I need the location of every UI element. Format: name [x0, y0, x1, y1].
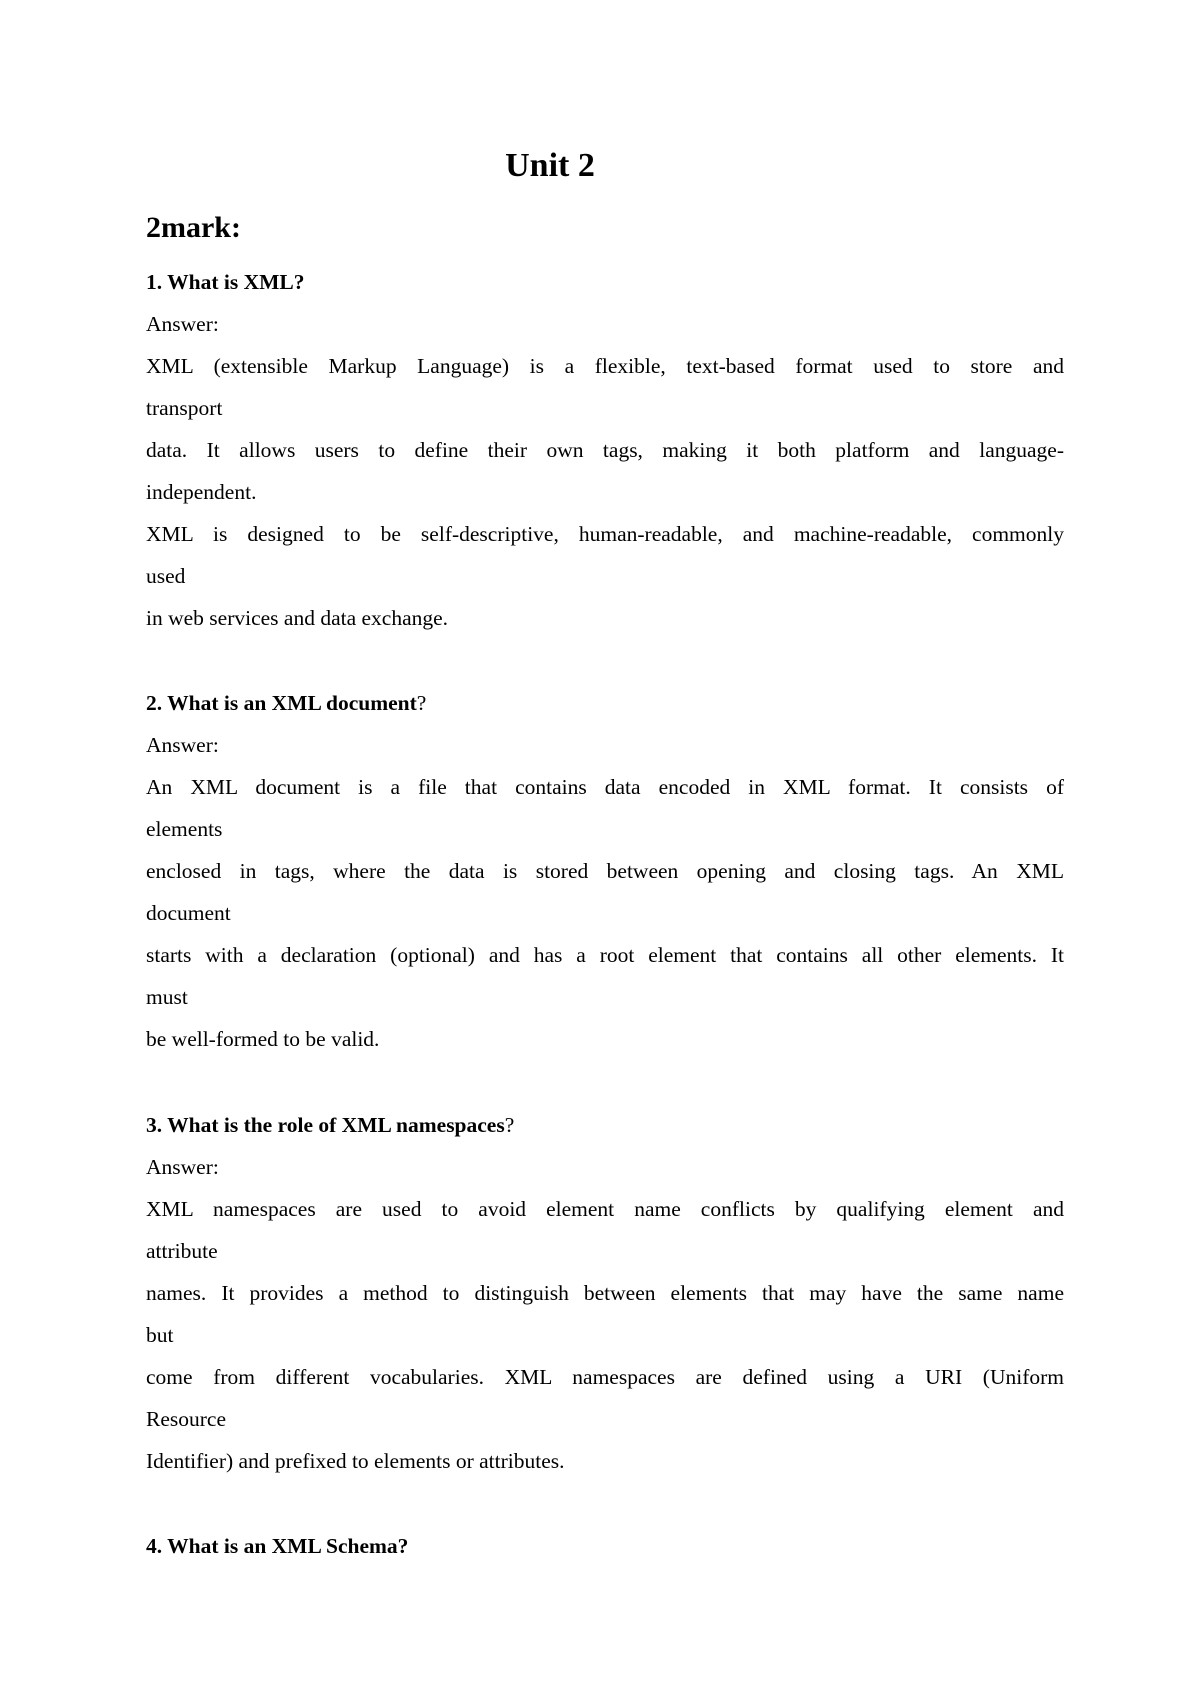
question-4-heading: 4. What is an XML Schema? — [146, 1534, 409, 1558]
question-2-mark: ? — [416, 691, 427, 715]
answer-line: but — [146, 1323, 174, 1347]
answer-line: must — [146, 985, 188, 1009]
answer-line: attribute — [146, 1239, 218, 1263]
answer-line: starts with a declaration (optional) and has a root element that contains all other elements. It — [146, 943, 1064, 967]
answer-label: Answer: — [146, 1155, 219, 1179]
answer-label: Answer: — [146, 733, 219, 757]
unit-title: Unit 2 — [505, 147, 595, 184]
question-3-text: 3. What is the role of XML namespaces — [146, 1113, 505, 1137]
answer-line: XML namespaces are used to avoid element name conflicts by qualifying element and — [146, 1197, 1064, 1221]
answer-line: used — [146, 564, 186, 588]
answer-line: be well-formed to be valid. — [146, 1027, 380, 1051]
question-1-heading: 1. What is XML? — [146, 270, 305, 294]
question-2-text: 2. What is an XML document — [146, 691, 417, 715]
answer-line: transport — [146, 396, 223, 420]
question-block-4 — [146, 1525, 1064, 1567]
question-3-mark: ? — [504, 1113, 515, 1137]
answer-line: Resource — [146, 1407, 226, 1431]
question-block-3 — [146, 1104, 1064, 1482]
answer-line: XML (extensible Markup Language) is a flexible, text-based format used to store and — [146, 354, 1064, 378]
answer-line: names. It provides a method to distinguish between elements that may have the same name — [146, 1281, 1064, 1305]
answer-line: in web services and data exchange. — [146, 606, 449, 630]
answer-line: data. It allows users to define their own tags, making it both platform and language- — [146, 438, 1064, 462]
answer-line: independent. — [146, 480, 257, 504]
question-2-heading — [146, 682, 1064, 724]
answer-line: An XML document is a file that contains data encoded in XML format. It consists of — [146, 775, 1064, 799]
question-block-1 — [146, 261, 1064, 639]
answer-line: enclosed in tags, where the data is stored between opening and closing tags. An XML — [146, 859, 1064, 883]
answer-line: Identifier) and prefixed to elements or attributes. — [146, 1449, 565, 1473]
question-3-heading — [146, 1104, 1064, 1146]
answer-line: come from different vocabularies. XML namespaces are defined using a URI (Uniform — [146, 1365, 1064, 1389]
answer-line: elements — [146, 817, 223, 841]
answer-line: XML is designed to be self-descriptive, human-readable, and machine-readable, commonly — [146, 522, 1064, 546]
section-title: 2mark: — [146, 211, 241, 244]
answer-line: document — [146, 901, 231, 925]
question-block-2 — [146, 682, 1064, 1060]
answer-label: Answer: — [146, 312, 219, 336]
